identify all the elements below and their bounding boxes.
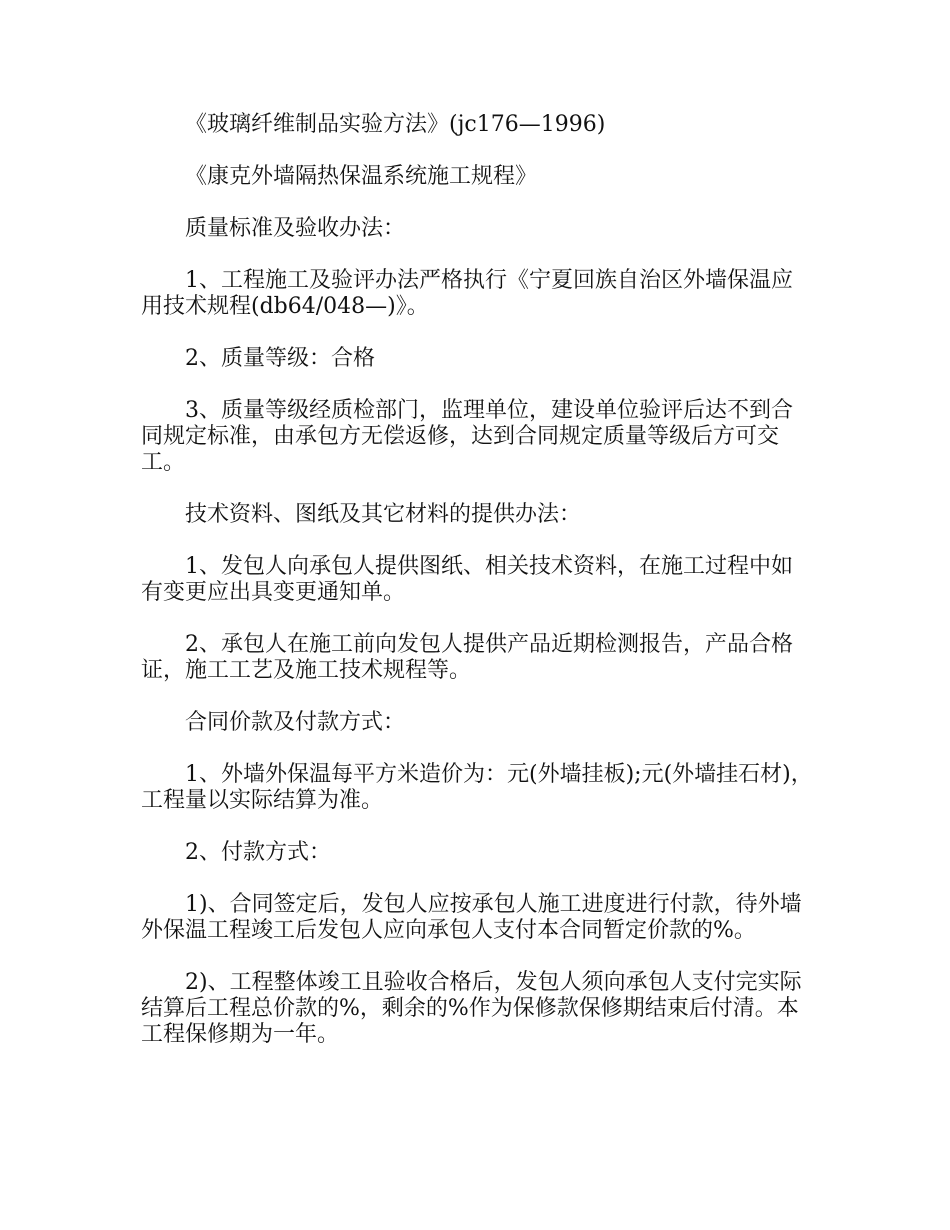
reference-standard-glass-fiber: 《玻璃纤维制品实验方法》(jc176—1996) (185, 112, 606, 137)
materials-item-1: 1、发包人向承包人提供图纸、相关技术资料，在施工过程中如有变更应出具变更通知单。 (141, 554, 793, 605)
quality-item-2: 2、质量等级：合格 (185, 346, 375, 371)
reference-standard-kangke: 《康克外墙隔热保温系统施工规程》 (185, 164, 538, 189)
payment-item-2: 2、付款方式： (185, 840, 331, 865)
document-page (141, 112, 813, 1074)
payment-subitem-2: 2)、工程整体竣工且验收合格后，发包人须向承包人支付完实际结算后工程总价款的%，剩余的%作为保修款保修期结束后付清。本工程保修期为一年。 (141, 970, 802, 1047)
payment-item-1: 1、外墙外保温每平方米造价为：元(外墙挂板);元(外墙挂石材)，工程量以实际结算为准。 (141, 762, 813, 813)
quality-item-3: 3、质量等级经质检部门，监理单位，建设单位验评后达不到合同规定标准，由承包方无偿返修，达到合同规定质量等级后方可交工。 (141, 398, 793, 475)
materials-item-2: 2、承包人在施工前向发包人提供产品近期检测报告，产品合格证，施工工艺及施工技术规程等。 (141, 632, 793, 683)
section-heading-materials: 技术资料、图纸及其它材料的提供办法： (185, 502, 582, 527)
section-heading-payment: 合同价款及付款方式： (185, 710, 406, 735)
quality-item-1: 1、工程施工及验评办法严格执行《宁夏回族自治区外墙保温应用技术规程(db64/048—)》。 (141, 268, 793, 319)
payment-subitem-1: 1)、合同签定后，发包人应按承包人施工进度进行付款，待外墙外保温工程竣工后发包人应向承包人支付本合同暂定价款的%。 (141, 892, 802, 943)
section-heading-quality: 质量标准及验收办法： (185, 216, 406, 241)
